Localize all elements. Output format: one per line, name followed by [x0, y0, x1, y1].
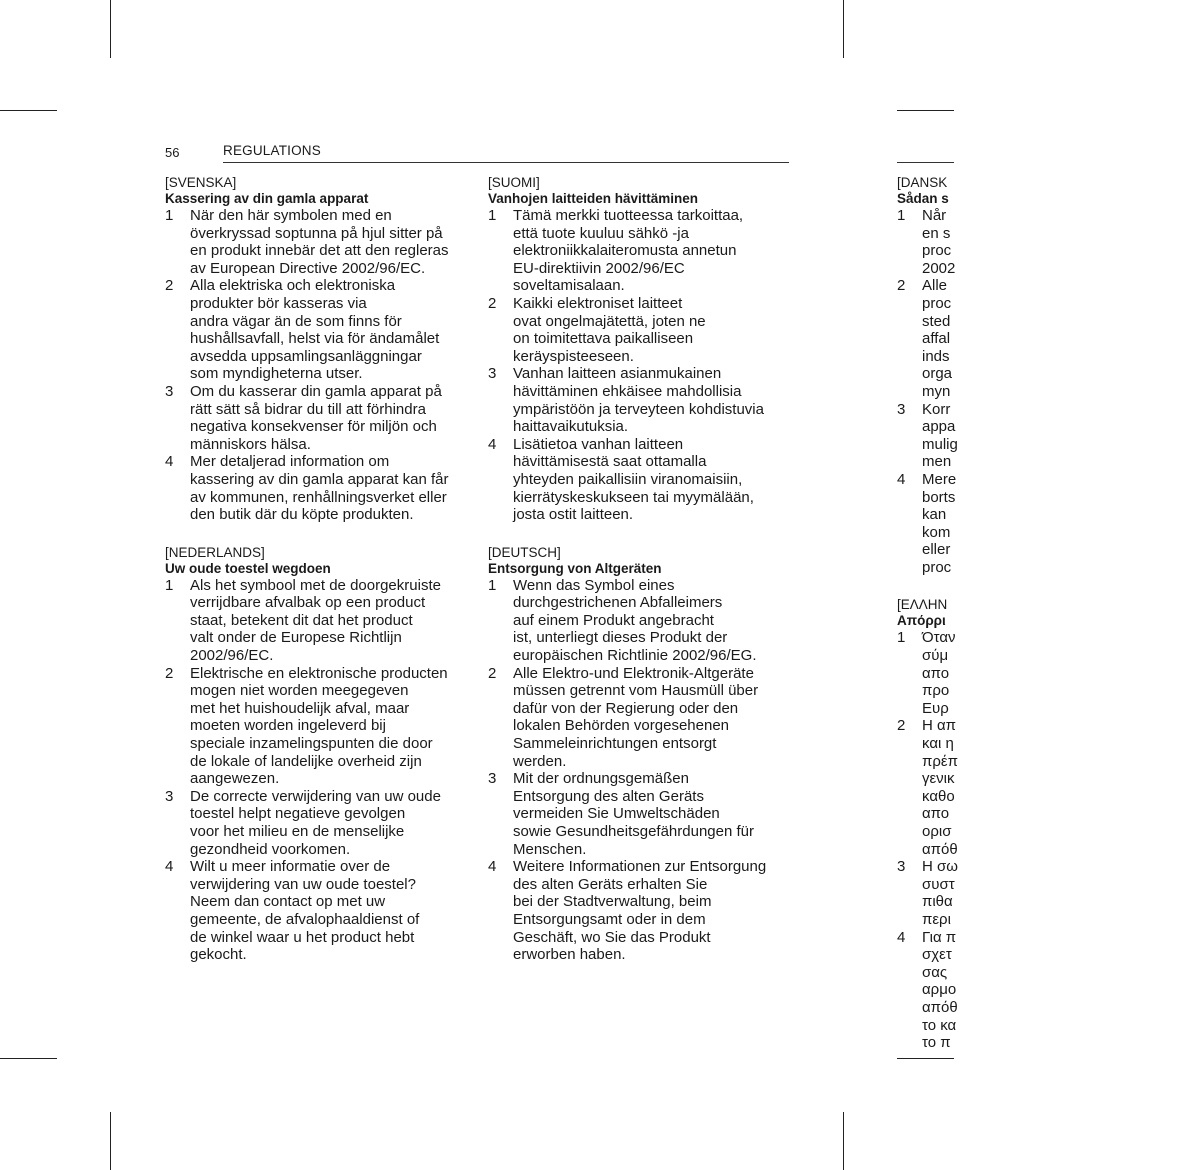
- item-text-line: som myndigheterna utser.: [190, 365, 363, 383]
- item-text-line: När den här symbolen med en: [190, 207, 392, 224]
- item-text-line: gekocht.: [190, 946, 247, 964]
- list-item: [897, 858, 1197, 928]
- section-title: Kassering av din gamla apparat: [165, 191, 369, 206]
- item-text-line: Mer detaljerad information om: [190, 453, 390, 471]
- item-text-line: Tämä merkki tuotteessa tarkoittaa,: [513, 207, 744, 224]
- item-text-line: borts: [922, 488, 956, 506]
- item-number: 1: [897, 207, 906, 224]
- list-item: [488, 295, 793, 365]
- item-text-line: staat, betekent dit dat het product: [190, 611, 413, 629]
- column-left: [165, 174, 475, 984]
- list-item: [897, 471, 1197, 577]
- language-label: [DEUTSCH]: [488, 544, 561, 560]
- section-title: Sådan s: [897, 191, 949, 206]
- crop-mark: [897, 1058, 954, 1059]
- item-text-line: mogen niet worden meegegeven: [190, 682, 409, 700]
- item-text-line: Wilt u meer informatie over de: [190, 858, 391, 876]
- item-text-line: hushållsavfall, helst via för ändamålet: [190, 330, 440, 348]
- item-text-line: sted: [922, 312, 951, 330]
- list-item: [897, 629, 1197, 717]
- item-number: 1: [897, 629, 906, 647]
- item-text-line: den butik där du köpte produkten.: [190, 506, 414, 524]
- item-text-line: inds: [922, 347, 950, 365]
- section-title: Vanhojen laitteiden hävittäminen: [488, 191, 699, 206]
- item-text-line: πρέπ: [922, 752, 958, 770]
- item-text-line: kan: [922, 506, 947, 524]
- item-text-line: de winkel waar u het product hebt: [190, 928, 415, 946]
- regulation-section: [897, 174, 1197, 576]
- item-text-line: το π: [922, 1034, 951, 1052]
- item-number: 3: [165, 787, 174, 805]
- item-text-line: toestel helpt negatieve gevolgen: [190, 805, 406, 823]
- item-text-line: γενικ: [922, 770, 955, 788]
- item-text-line: Για π: [922, 928, 957, 946]
- item-text-line: des alten Geräts erhalten Sie: [513, 875, 708, 893]
- item-number: 2: [165, 664, 174, 682]
- item-text-line: eller: [922, 541, 951, 559]
- item-text-line: Om du kasserar din gamla apparat på: [190, 382, 442, 400]
- item-text-line: en produkt innebär det att den regleras: [190, 242, 449, 260]
- item-text-line: σχετ: [922, 946, 952, 964]
- item-text-line: soveltamisalaan.: [513, 277, 625, 295]
- item-text-line: απο: [922, 664, 950, 682]
- item-text-line: men: [922, 453, 952, 471]
- item-text-line: orga: [922, 365, 953, 383]
- crop-mark: [0, 110, 57, 111]
- item-text-line: verwijdering van uw oude toestel?: [190, 875, 416, 893]
- header-rule: [897, 162, 954, 163]
- list-item: [165, 788, 475, 858]
- item-text-line: De correcte verwijdering van uw oude: [190, 787, 441, 805]
- item-text-line: speciale inzamelingspunten die door: [190, 735, 433, 753]
- item-text-line: de lokale of landelijke overheid zijn: [190, 752, 422, 770]
- item-text-line: Entsorgung des alten Geräts: [513, 787, 704, 805]
- item-text-line: ist, unterliegt dieses Produkt der: [513, 629, 728, 647]
- page-number: 56: [165, 145, 180, 160]
- item-text-line: το κα: [922, 1016, 957, 1034]
- list-item: [897, 401, 1197, 471]
- list-item: [165, 453, 475, 523]
- item-text-line: Alle Elektro-und Elektronik-Altgeräte: [513, 664, 754, 682]
- item-number: 2: [488, 294, 497, 312]
- item-text-line: και η: [922, 735, 954, 753]
- item-text-line: että tuote kuuluu sähkö -ja: [513, 224, 689, 242]
- column-right-cropped: [897, 174, 1197, 1072]
- list-item: [488, 858, 793, 964]
- item-text-line: hävittäminen ehkäisee mahdollisia: [513, 382, 742, 400]
- list-item: [897, 277, 1197, 400]
- crop-mark: [0, 1058, 57, 1059]
- numbered-list: [897, 629, 1197, 1051]
- item-number: 4: [165, 453, 174, 471]
- item-number: 2: [897, 277, 906, 295]
- regulation-section: [488, 174, 793, 524]
- item-number: 2: [897, 717, 906, 735]
- item-text-line: ovat ongelmajätettä, joten ne: [513, 312, 706, 330]
- crop-mark: [843, 1112, 844, 1170]
- item-text-line: verrijdbare afvalbak op een product: [190, 594, 426, 612]
- item-text-line: Elektrische en elektronische producten: [190, 664, 448, 682]
- item-text-line: bei der Stadtverwaltung, beim: [513, 893, 712, 911]
- item-text-line: yhteyden paikallisiin viranomaisiin,: [513, 470, 743, 488]
- item-text-line: on toimitettava paikalliseen: [513, 330, 694, 348]
- item-number: 3: [488, 365, 497, 383]
- item-text-line: appa: [922, 418, 956, 436]
- item-text-line: Alle: [922, 277, 948, 295]
- item-text-line: vermeiden Sie Umweltschäden: [513, 805, 720, 823]
- item-text-line: περι: [922, 910, 951, 928]
- item-text-line: proc: [922, 242, 952, 260]
- language-label: [NEDERLANDS]: [165, 544, 265, 560]
- crop-mark: [843, 0, 844, 58]
- list-item: [488, 436, 793, 524]
- item-number: 1: [165, 207, 174, 224]
- item-text-line: gezondheid voorkomen.: [190, 840, 351, 858]
- list-item: [165, 577, 475, 665]
- item-text-line: σας: [922, 963, 948, 981]
- item-text-line: rätt sätt så bidrar du till att förhindra: [190, 400, 426, 418]
- item-text-line: lokalen Behörden vorgesehenen: [513, 717, 729, 735]
- item-text-line: Kaikki elektroniset laitteet: [513, 294, 683, 312]
- numbered-list: [165, 577, 475, 964]
- item-text-line: werden.: [513, 752, 567, 770]
- regulation-section: [488, 544, 793, 964]
- item-text-line: Weitere Informationen zur Entsorgung: [513, 858, 767, 876]
- item-number: 4: [488, 435, 497, 453]
- list-item: [165, 207, 475, 277]
- item-text-line: απόθ: [922, 840, 958, 858]
- list-item: [488, 207, 793, 295]
- item-text-line: keräyspisteeseen.: [513, 347, 634, 365]
- item-number: 3: [897, 858, 906, 876]
- column-middle: [488, 174, 793, 984]
- item-text-line: hävittämisestä saat ottamalla: [513, 453, 707, 471]
- item-text-line: josta ostit laitteen.: [513, 506, 634, 524]
- numbered-list: [897, 207, 1197, 576]
- item-text-line: produkter bör kasseras via: [190, 294, 367, 312]
- item-number: 4: [165, 858, 174, 876]
- item-text-line: affal: [922, 330, 951, 348]
- item-number: 4: [897, 470, 906, 488]
- list-item: [897, 207, 1197, 277]
- item-text-line: καθο: [922, 787, 955, 805]
- list-item: [165, 383, 475, 453]
- item-text-line: Ευρ: [922, 699, 949, 717]
- item-text-line: valt onder de Europese Richtlijn: [190, 629, 402, 647]
- item-text-line: gemeente, de afvalophaaldienst of: [190, 910, 420, 928]
- item-text-line: myn: [922, 382, 951, 400]
- item-text-line: haittavaikutuksia.: [513, 418, 629, 436]
- item-text-line: negativa konsekvenser för miljön och: [190, 418, 437, 436]
- item-number: 3: [165, 382, 174, 400]
- list-item: [488, 365, 793, 435]
- list-item: [165, 665, 475, 788]
- item-text-line: människors hälsa.: [190, 435, 311, 453]
- numbered-list: [165, 207, 475, 524]
- list-item: [488, 665, 793, 771]
- item-text-line: προ: [922, 682, 950, 700]
- item-text-line: moeten worden ingeleverd bij: [190, 717, 386, 735]
- regulation-section: [165, 174, 475, 524]
- item-text-line: συστ: [922, 875, 955, 893]
- item-text-line: Korr: [922, 400, 951, 418]
- item-text-line: müssen getrennt vom Hausmüll über: [513, 682, 759, 700]
- section-title: Entsorgung von Altgeräten: [488, 560, 662, 576]
- item-text-line: sowie Gesundheitsgefährdungen für: [513, 823, 754, 840]
- item-text-line: απόθ: [922, 998, 958, 1016]
- item-text-line: Wenn das Symbol eines: [513, 576, 675, 594]
- language-label: [SUOMI]: [488, 175, 540, 190]
- section-title: Uw oude toestel wegdoen: [165, 560, 331, 576]
- numbered-list: [488, 577, 793, 964]
- regulation-section: [165, 544, 475, 964]
- item-text-line: Når: [922, 207, 947, 224]
- item-text-line: europäischen Richtlinie 2002/96/EG.: [513, 647, 757, 665]
- numbered-list: [488, 207, 793, 524]
- item-number: 1: [488, 576, 497, 594]
- item-text-line: Entsorgungsamt oder in dem: [513, 910, 706, 928]
- item-text-line: Als het symbool met de doorgekruiste: [190, 576, 441, 594]
- item-text-line: mulig: [922, 435, 958, 453]
- item-text-line: kassering av din gamla apparat kan får: [190, 470, 449, 488]
- item-number: 1: [165, 576, 174, 594]
- language-label: [SVENSKA]: [165, 175, 237, 190]
- item-text-line: Η σω: [922, 858, 958, 876]
- item-text-line: Όταν: [922, 629, 956, 647]
- item-text-line: auf einem Produkt angebracht: [513, 611, 714, 629]
- section-title: Απόρρι: [897, 613, 946, 629]
- list-item: [488, 577, 793, 665]
- regulation-section: [897, 596, 1197, 1051]
- item-text-line: proc: [922, 294, 952, 312]
- language-label: [DANSK: [897, 175, 948, 190]
- item-text-line: överkryssad soptunna på hjul sitter på: [190, 224, 443, 242]
- item-text-line: proc: [922, 558, 952, 576]
- item-text-line: durchgestrichenen Abfalleimers: [513, 594, 723, 612]
- item-number: 3: [488, 770, 497, 788]
- item-text-line: πιθα: [922, 893, 953, 911]
- item-text-line: 2002/96/EC.: [190, 647, 274, 665]
- item-text-line: met het huishoudelijk afval, maar: [190, 699, 410, 717]
- list-item: [165, 277, 475, 383]
- item-text-line: andra vägar än de som finns för: [190, 312, 402, 330]
- item-text-line: voor het milieu en de menselijke: [190, 823, 405, 840]
- crop-mark: [110, 0, 111, 58]
- item-number: 4: [897, 928, 906, 946]
- item-text-line: EU-direktiivin 2002/96/EC: [513, 259, 685, 277]
- list-item: [165, 858, 475, 964]
- item-number: 2: [165, 277, 174, 295]
- item-text-line: elektroniikkalaiteromusta annetun: [513, 242, 737, 260]
- header-rule: [223, 162, 789, 163]
- language-label: [ΕΛΛΗΝ: [897, 597, 948, 613]
- item-text-line: Η απ: [922, 717, 957, 735]
- item-number: 4: [488, 858, 497, 876]
- item-text-line: avsedda uppsamlingsanläggningar: [190, 347, 422, 365]
- crop-mark: [110, 1112, 111, 1170]
- item-text-line: απο: [922, 805, 950, 823]
- item-text-line: av European Directive 2002/96/EC.: [190, 259, 426, 277]
- item-text-line: ympäristöön ja terveyteen kohdistuvia: [513, 400, 764, 418]
- item-text-line: Sammeleinrichtungen entsorgt: [513, 735, 717, 753]
- item-text-line: ορισ: [922, 823, 952, 840]
- list-item: [488, 770, 793, 858]
- item-text-line: Vanhan laitteen asianmukainen: [513, 365, 722, 383]
- item-text-line: aangewezen.: [190, 770, 280, 788]
- list-item: [897, 717, 1197, 858]
- item-text-line: Mere: [922, 470, 957, 488]
- item-text-line: av kommunen, renhållningsverket eller: [190, 488, 447, 506]
- item-text-line: Menschen.: [513, 840, 587, 858]
- item-text-line: kierrätyskeskukseen tai myymälään,: [513, 488, 754, 506]
- item-text-line: Neem dan contact op met uw: [190, 893, 386, 911]
- item-text-line: en s: [922, 224, 951, 242]
- item-text-line: Geschäft, wo Sie das Produkt: [513, 928, 711, 946]
- item-text-line: αρμο: [922, 981, 957, 999]
- item-text-line: dafür von der Regierung oder den: [513, 699, 739, 717]
- item-text-line: σύμ: [922, 647, 949, 665]
- item-text-line: Alla elektriska och elektroniska: [190, 277, 396, 295]
- list-item: [897, 929, 1197, 1052]
- item-text-line: Mit der ordnungsgemäßen: [513, 770, 689, 788]
- item-number: 1: [488, 207, 497, 224]
- item-text-line: 2002: [922, 259, 956, 277]
- item-number: 2: [488, 664, 497, 682]
- item-number: 3: [897, 400, 906, 418]
- item-text-line: Lisätietoa vanhan laitteen: [513, 435, 684, 453]
- item-text-line: erworben haben.: [513, 946, 626, 964]
- crop-mark: [897, 110, 954, 111]
- running-head: REGULATIONS: [223, 143, 321, 158]
- item-text-line: kom: [922, 523, 951, 541]
